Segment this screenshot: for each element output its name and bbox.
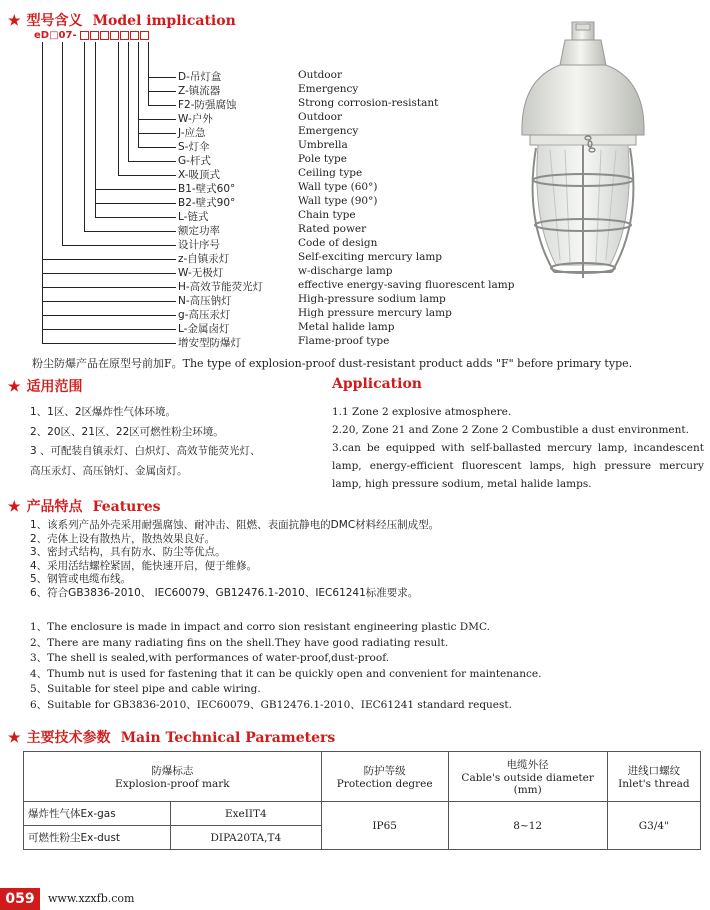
model-item-cn: L-链式 <box>178 211 209 223</box>
model-item-cn: Z-镇流器 <box>178 85 221 97</box>
list-item: 3、密封式结构，具有防水、防尘等优点。 <box>30 546 226 558</box>
header-cable-en: Cable's outside diameter <box>461 772 594 784</box>
model-item-cn: W-无极灯 <box>178 267 224 279</box>
header-mark-cn: 防爆标志 <box>151 765 194 777</box>
star-icon: ★ <box>8 730 21 746</box>
list-item: 5、钢管或电缆布线。 <box>30 573 132 585</box>
header-cable-cn: 电缆外径 <box>506 759 549 771</box>
tree-connector-line <box>84 42 85 231</box>
list-item: 4、采用活结螺栓紧固，能快速开启，便于维修。 <box>30 559 258 572</box>
website-link[interactable]: www.xzxfb.com <box>48 892 135 905</box>
model-item-en: Emergency <box>298 125 359 137</box>
header-cable-unit: (mm) <box>513 784 542 796</box>
tree-connector-line <box>42 343 176 344</box>
model-item-cn: g-高压汞灯 <box>178 309 231 321</box>
tree-connector-line <box>118 42 119 175</box>
explosion-proof-lamp-image <box>510 20 680 290</box>
model-item-cn: 增安型防爆灯 <box>178 337 241 349</box>
model-item-en: Pole type <box>298 153 347 165</box>
thread-value: G3/4" <box>607 802 700 850</box>
header-protection-cn: 防护等级 <box>363 765 406 777</box>
model-item-en: w-discharge lamp <box>298 265 393 277</box>
model-item-en: Strong corrosion-resistant <box>298 97 439 109</box>
application-section-title <box>8 376 93 396</box>
list-item: 2、There are many radiating fins on the shell.They have good radiating result. <box>30 636 449 649</box>
list-item: 1.1 Zone 2 explosive atmosphere. <box>332 406 512 418</box>
features-en-list <box>30 620 542 713</box>
features-title-en: Features <box>92 499 161 515</box>
list-item: 6、Suitable for GB3836-2010、IEC60079、GB12476.1-2010、IEC61241 standard request. <box>30 698 512 711</box>
application-en-list <box>332 403 704 493</box>
list-item: 1、1区、2区爆炸性气体环境。 <box>30 406 177 418</box>
tree-connector-line <box>62 42 63 245</box>
tree-connector-line <box>95 203 176 204</box>
tree-connector-line <box>95 42 96 217</box>
header-protection <box>321 752 448 802</box>
tree-connector-line <box>138 133 176 134</box>
model-item-cn: N-高压钠灯 <box>178 295 232 307</box>
tree-connector-line <box>42 259 176 260</box>
tree-connector-line <box>148 77 176 78</box>
list-item: 2、20区、21区、22区可燃性粉尘环境。 <box>30 425 224 438</box>
model-title-en: Model implication <box>92 13 236 29</box>
params-title-cn: 主要技术参数 <box>26 730 111 746</box>
list-item: 5、Suitable for steel pipe and cable wiring. <box>30 683 261 695</box>
tree-connector-line <box>42 329 176 330</box>
cable-value: 8~12 <box>448 802 607 850</box>
model-item-en: High pressure mercury lamp <box>298 307 452 319</box>
model-item-en: Chain type <box>298 209 356 221</box>
row-type-gas: 爆炸性气体Ex-gas <box>24 802 171 826</box>
model-item-cn: B2-壁式90° <box>178 197 236 209</box>
star-icon: ★ <box>8 13 21 29</box>
model-item-cn: 设计序号 <box>178 239 220 251</box>
tree-connector-line <box>42 273 176 274</box>
model-item-en: Wall type (90°) <box>298 195 378 207</box>
model-item-en: Umbrella <box>298 139 348 151</box>
tree-connector-line <box>118 175 176 176</box>
tree-connector-line <box>138 147 176 148</box>
features-cn-list <box>30 519 439 600</box>
features-title-cn: 产品特点 <box>26 499 83 515</box>
model-item-cn: L-金属卤灯 <box>178 323 230 335</box>
model-item-cn: W-户外 <box>178 113 213 125</box>
model-item-en: Metal halide lamp <box>298 321 395 333</box>
row-mark-gas: ExeIIT4 <box>171 802 322 826</box>
list-item: 3 、可配装自镇汞灯、白炽灯、高效节能荧光灯、 <box>30 445 261 457</box>
model-item-en: Flame-proof type <box>298 335 390 347</box>
model-item-en: Code of design <box>298 237 378 249</box>
tree-connector-line <box>148 42 149 105</box>
tree-connector-line <box>42 287 176 288</box>
model-item-cn: 额定功率 <box>178 225 220 237</box>
list-item: 6、符合GB3836-2010、 IEC60079、GB12476.1-2010、IEC61241标准要求。 <box>30 586 419 599</box>
params-title-en: Main Technical Parameters <box>120 730 336 746</box>
protection-value: IP65 <box>321 802 448 850</box>
model-note: 粉尘防爆产品在原型号前加F。The type of explosion-proof dust-resistant product adds "F" before primary type. <box>32 357 633 370</box>
tree-connector-line <box>42 42 43 343</box>
header-thread <box>607 752 700 802</box>
model-item-cn: J-应急 <box>178 127 206 139</box>
list-item: 高压汞灯、高压钠灯、金属卤灯。 <box>30 464 188 477</box>
code-boxes <box>80 30 150 41</box>
tree-connector-line <box>95 217 176 218</box>
tree-connector-line <box>148 91 176 92</box>
header-cable <box>448 752 607 802</box>
model-item-cn: z-自镇汞灯 <box>178 253 230 265</box>
tree-connector-line <box>128 42 129 161</box>
list-item: 1、The enclosure is made in impact and corro sion resistant engineering plastic DMC. <box>30 621 490 633</box>
list-item: 3、The shell is sealed,with performances of water-proof,dust-proof. <box>30 652 390 664</box>
model-item-cn: S-灯伞 <box>178 141 210 153</box>
model-item-en: Wall type (60°) <box>298 181 378 193</box>
star-icon: ★ <box>8 499 21 515</box>
model-item-en: Emergency <box>298 83 359 95</box>
tree-connector-line <box>42 301 176 302</box>
header-thread-cn: 进线口螺纹 <box>627 765 681 777</box>
model-section-title <box>8 10 236 30</box>
tree-connector-line <box>62 245 176 246</box>
application-title-cn: 适用范围 <box>26 379 83 395</box>
tree-connector-line <box>84 231 176 232</box>
tree-connector-line <box>138 42 139 147</box>
star-icon: ★ <box>8 379 21 395</box>
model-item-en: Outdoor <box>298 69 342 81</box>
header-thread-en: Inlet's thread <box>618 778 690 790</box>
tree-connector-line <box>138 119 176 120</box>
parameters-table <box>23 751 701 850</box>
tree-connector-line <box>128 161 176 162</box>
tree-connector-line <box>42 315 176 316</box>
tree-connector-line <box>95 189 176 190</box>
model-title-cn: 型号含义 <box>26 13 83 29</box>
tree-connector-line <box>148 105 176 106</box>
model-item-cn: H-高效节能荧光灯 <box>178 281 264 293</box>
model-item-en: Ceiling type <box>298 167 363 179</box>
list-item: 2、壳体上设有散热片，散热效果良好。 <box>30 532 216 545</box>
row-type-dust: 可燃性粉尘Ex-dust <box>24 826 171 850</box>
list-item: 2.20, Zone 21 and Zone 2 Zone 2 Combustible a dust environment. <box>332 424 689 436</box>
application-cn-list <box>30 403 261 481</box>
params-section-title <box>8 727 335 747</box>
model-item-en: Rated power <box>298 223 367 235</box>
application-title-en: Application <box>332 376 422 392</box>
model-item-cn: G-杆式 <box>178 155 211 167</box>
list-item: 3.can be equipped with self-ballasted mercury lamp, incandescent lamp, energy-efficient fluorescent lamps, high pressure mercury lamp, high pressure sodium, metal halide lamps. <box>332 442 704 490</box>
table-row <box>24 802 701 826</box>
model-item-en: Outdoor <box>298 111 342 123</box>
list-item: 1、该系列产品外壳采用耐强腐蚀、耐冲击、阻燃、表面抗静电的DMC材料经压制成型。 <box>30 519 440 531</box>
list-item: 4、Thumb nut is used for fastening that it can be quickly open and convenient for maintenance. <box>30 667 542 680</box>
model-item-en: effective energy-saving fluorescent lamp <box>298 279 515 291</box>
model-item-cn: D-吊灯盒 <box>178 71 222 83</box>
model-item-en: High-pressure sodium lamp <box>298 293 446 305</box>
model-item-cn: X-吸顶式 <box>178 169 220 181</box>
header-explosion-mark <box>24 752 322 802</box>
page-number: 059 <box>0 888 40 910</box>
row-mark-dust: DIPA20TA,T4 <box>171 826 322 850</box>
header-protection-en: Protection degree <box>336 778 433 790</box>
model-code <box>34 30 150 41</box>
model-item-en: Self-exciting mercury lamp <box>298 251 443 263</box>
model-code-prefix: eD□07- <box>34 30 77 41</box>
features-section-title <box>8 496 161 516</box>
model-item-cn: F2-防强腐蚀 <box>178 99 237 111</box>
model-item-cn: B1-壁式60° <box>178 183 236 195</box>
table-header-row <box>24 752 701 802</box>
header-mark-en: Explosion-proof mark <box>115 778 230 790</box>
